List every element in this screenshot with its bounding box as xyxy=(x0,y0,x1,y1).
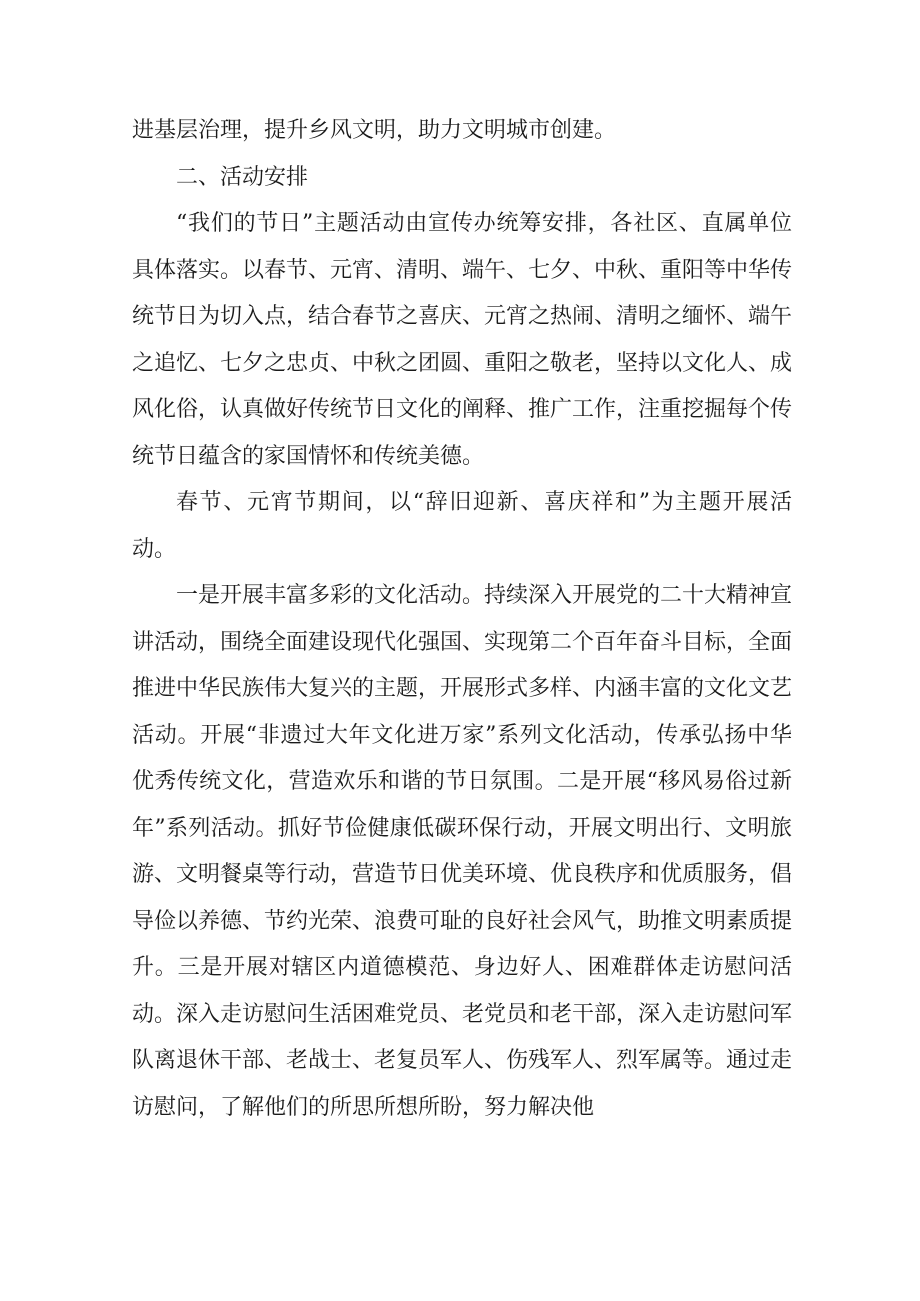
section-heading: 二、活动安排 xyxy=(176,164,309,190)
paragraph-spring-festival: 春节、元宵节期间，以“辞旧迎新、喜庆祥和”为主题开展活动。 xyxy=(132,490,792,562)
paragraph-activity-overview: “我们的节日”主题活动由宣传办统筹安排，各社区、直属单位具体落实。以春节、元宵、清明、端午、七夕、中秋、重阳等中华传统节日为切入点，结合春节之喜庆、元宵之热闹、清明之缅怀、端午之追忆、七夕之忠贞、中秋之团圆、重阳之敬老，坚持以文化人、成风化俗，认真做好传统节日文化的阐释、推广工作，注重挖掘每个传统节日蕴含的家国情怀和传统美德。 xyxy=(132,211,793,469)
document-body xyxy=(132,108,792,1131)
paragraph-continuation: 进基层治理，提升乡风文明，助力文明城市创建。 xyxy=(132,118,617,143)
paragraph-activity-details: 一是开展丰富多彩的文化活动。持续深入开展党的二十大精神宣讲活动，围绕全面建设现代化强国、实现第二个百年奋斗目标，全面推进中华民族伟大复兴的主题，开展形式多样、内涵丰富的文化文艺活动。开展“非遗过大年文化进万家”系列文化活动，传承弘扬中华优秀传统文化，营造欢乐和谐的节日氛围。二是开展“移风易俗过新年”系列活动。抓好节俭健康低碳环保行动，开展文明出行、文明旅游、文明餐桌等行动，营造节日优美环境、优良秩序和优质服务，倡导俭以养德、节约光荣、浪费可耻的良好社会风气，助推文明素质提升。三是开展对辖区内道德模范、身边好人、困难群体走访慰问活动。深入走访慰问生活困难党员、老党员和老干部，深入走访慰问军队离退休干部、老战士、老复员军人、伤残军人、烈军属等。通过走访慰问，了解他们的所思所想所盼，努力解决他 xyxy=(132,583,793,1120)
